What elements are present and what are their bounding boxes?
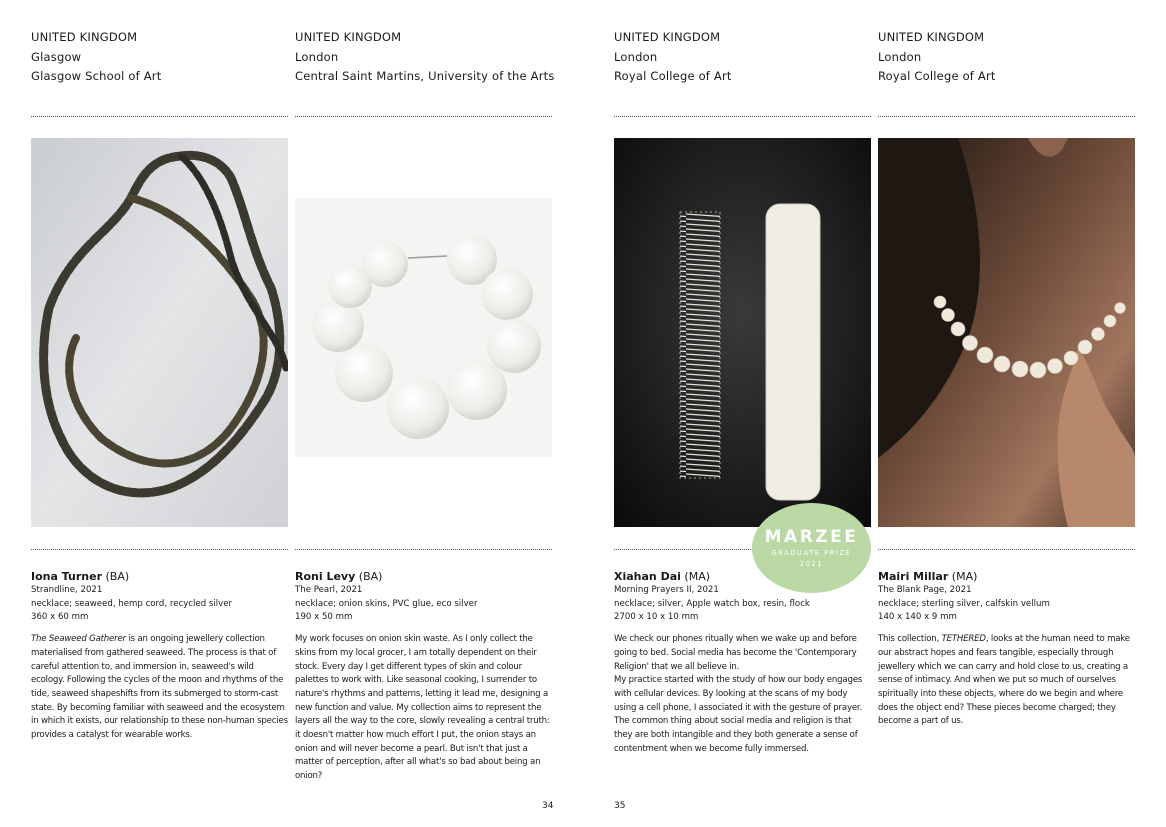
country: UNITED KINGDOM — [614, 30, 721, 44]
school: Central Saint Martins, University of the Arts — [295, 69, 555, 83]
materials: necklace; silver, Apple watch box, resin, flock — [614, 598, 810, 609]
degree: (MA) — [684, 570, 711, 583]
page-number-right: 35 — [614, 801, 626, 811]
location-block — [31, 28, 161, 87]
degree: (MA) — [951, 570, 978, 583]
city: London — [878, 49, 922, 64]
materials: necklace; sterling silver, calfskin vellum — [878, 598, 1050, 609]
school: Glasgow School of Art — [31, 69, 162, 83]
dimensions: 190 x 50 mm — [295, 612, 353, 623]
blank-page-necklace-photo — [878, 138, 1135, 527]
artwork-info — [295, 569, 552, 784]
country: UNITED KINGDOM — [295, 30, 402, 44]
badge-title: MARZEE — [764, 527, 859, 547]
badge-year: 2021 — [799, 560, 824, 568]
location-block — [614, 28, 732, 87]
artist-line — [878, 569, 1135, 584]
country: UNITED KINGDOM — [878, 30, 985, 44]
artist-line — [295, 569, 552, 584]
collection-title: The Seaweed Gatherer — [31, 634, 126, 645]
collection-title: TETHERED — [941, 634, 986, 645]
dotted-divider — [614, 116, 871, 117]
artist-name: Mairi Millar — [878, 570, 949, 583]
onion-pearl-necklace-photo — [295, 198, 552, 457]
dotted-divider — [31, 549, 288, 550]
country: UNITED KINGDOM — [31, 30, 138, 44]
artist-line — [31, 569, 288, 584]
badge-subtitle: GRADUATE PRIZE — [771, 549, 852, 557]
dotted-divider — [295, 116, 552, 117]
degree: (BA) — [358, 570, 383, 583]
materials: necklace; seaweed, hemp cord, recycled silver — [31, 598, 233, 609]
city: Glasgow — [31, 49, 82, 64]
dotted-divider — [878, 116, 1135, 117]
dotted-divider — [878, 549, 1135, 550]
degree: (BA) — [105, 570, 130, 583]
artwork-info — [614, 569, 871, 756]
artist-name: Xiahan Dai — [614, 570, 681, 583]
artist-name: Roni Levy — [295, 570, 356, 583]
city: London — [614, 49, 658, 64]
description: My work focuses on onion skin waste. As I only collect the skins from my local grocer, I am totally dependent on their stock. Every day I get different types of skin and colour palettes to work with. Like seasonal cooking, I surrender to nature's rhythms and patterns, letting it lead me, designing a new function and value. My collection aims to represent the layers all the way to the core, slowly revealing a central truth: it doesn't matter how much effort I put, the onion stays an onion and will never become a pearl. But isn't that just a matter of perception, after all what's so bad about being an onion? — [295, 634, 550, 782]
work-title: Strandline, 2021 — [31, 585, 103, 595]
dimensions: 360 x 60 mm — [31, 612, 89, 623]
dotted-divider — [31, 116, 288, 117]
seaweed-necklace-photo — [31, 138, 288, 527]
artwork-info — [31, 569, 288, 743]
artist-name: Iona Turner — [31, 570, 103, 583]
location-block — [878, 28, 996, 87]
work-title: The Blank Page, 2021 — [878, 585, 972, 595]
page-number-left: 34 — [542, 801, 554, 811]
work-title: The Pearl, 2021 — [295, 585, 363, 595]
description: The Seaweed Gatherer is an ongoing jewellery collection materialised from gathered seaweed. The process is that of careful attention to, and immersion in, seaweed's wild ecology. Following the cycles of the moon and rhythms of the tide, seaweed shapeshifts from its submerged to storm-cast state. By becoming familiar with seaweed and the ecosystem in which it exists, our relationship to these non-human species provides a catalyst for wearable works. — [31, 634, 288, 741]
dimensions: 2700 x 10 x 10 mm — [614, 612, 699, 623]
artwork-info — [878, 569, 1135, 729]
school: Royal College of Art — [614, 69, 732, 83]
marzee-prize-badge — [752, 503, 871, 593]
city: London — [295, 49, 339, 64]
location-block — [295, 28, 555, 87]
morning-prayers-photo — [614, 138, 871, 527]
description: We check our phones ritually when we wake up and before going to bed. Social media has become the 'Contemporary Religion' that we all believe in. My practice started with the study of how our body engages with cellular devices. By looking at the scans of my body using a cell phone, I associated it with the gesture of prayer. The common thing about social media and religion is that they are both intangible and they both generate a sense of contentment when we become fully immersed. — [614, 634, 863, 754]
work-title: Morning Prayers II, 2021 — [614, 585, 719, 595]
materials: necklace; onion skins, PVC glue, eco silver — [295, 598, 478, 609]
school: Royal College of Art — [878, 69, 996, 83]
dotted-divider — [295, 549, 552, 550]
description: This collection, TETHERED, looks at the human need to make our abstract hopes and fears tangible, especially through jewellery which we can carry and hold close to us, creating a sense of intimacy. And when we put so much of ourselves spiritually into these objects, where do we begin and where does the object end? These pieces become charged; they become a part of us. — [878, 634, 1130, 727]
dimensions: 140 x 140 x 9 mm — [878, 612, 957, 623]
